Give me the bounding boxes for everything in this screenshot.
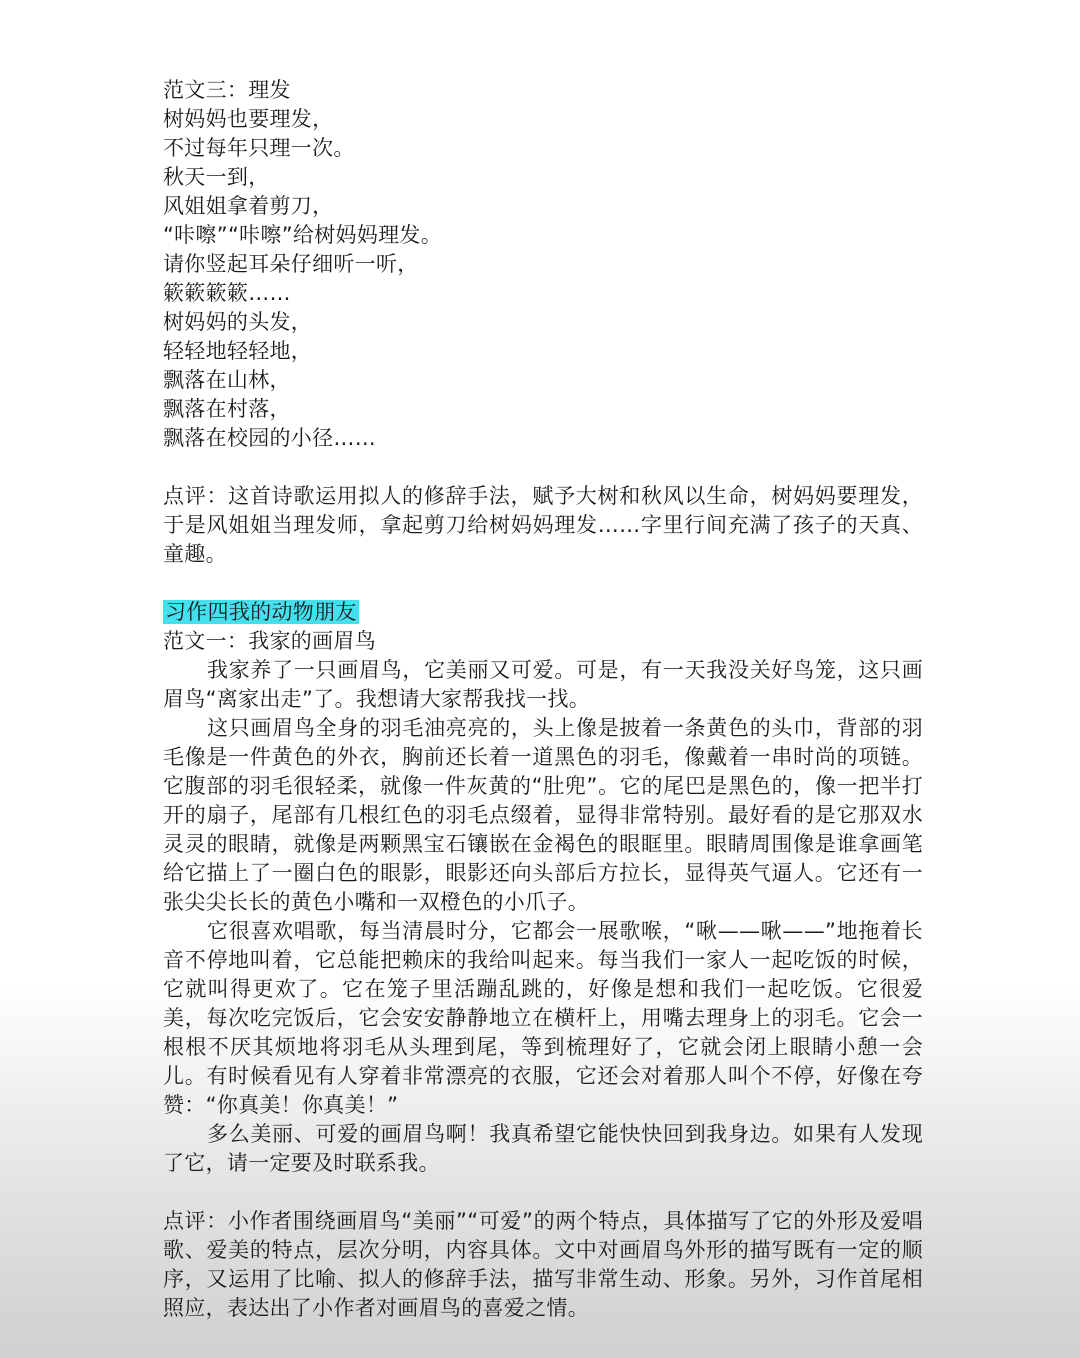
poem-review: 点评：这首诗歌运用拟人的修辞手法，赋予大树和秋风以生命，树妈妈要理发，于是风姐姐当理发师，拿起剪刀给树妈妈理发……字里行间充满了孩子的天真、童趣。 xyxy=(163,484,923,566)
poem-line: “咔嚓”“咔嚓”给树妈妈理发。 xyxy=(163,223,443,247)
poem-line: 飘落在村落， xyxy=(163,397,291,421)
poem-line: 飘落在校园的小径…… xyxy=(163,426,376,450)
poem-line: 树妈妈也要理发， xyxy=(163,107,334,131)
section-heading xyxy=(163,598,923,627)
essay-paragraph: 我家养了一只画眉鸟，它美丽又可爱。可是，有一天我没关好鸟笼，这只画眉鸟“离家出走”了。我想请大家帮我找一找。 xyxy=(163,658,923,711)
spacer xyxy=(163,1178,923,1207)
poem-line: 轻轻地轻轻地， xyxy=(163,339,313,363)
essay-paragraph: 这只画眉鸟全身的羽毛油亮亮的，头上像是披着一条黄色的头巾，背部的羽毛像是一件黄色的外衣，胸前还长着一道黑色的羽毛，像戴着一串时尚的项链。它腹部的羽毛很轻柔，就像一件灰黄的“肚兜”。它的尾巴是黑色的，像一把半打开的扇子，尾部有几根红色的羽毛点缀着，显得非常特别。最好看的是它那双水灵灵的眼睛，就像是两颗黑宝石镶嵌在金褐色的眼眶里。眼睛周围像是谁拿画笔给它描上了一圈白色的眼影，眼影还向头部后方拉长，显得英气逼人。它还有一张尖尖长长的黄色小嘴和一双橙色的小爪子。 xyxy=(163,716,923,914)
document-page xyxy=(163,76,923,1323)
essay-review: 点评：小作者围绕画眉鸟“美丽”“可爱”的两个特点，具体描写了它的外形及爱唱歌、爱美的特点，层次分明，内容具体。文中对画眉鸟外形的描写既有一定的顺序，又运用了比喻、拟人的修辞手法，描写非常生动、形象。另外，习作首尾相照应，表达出了小作者对画眉鸟的喜爱之情。 xyxy=(163,1209,923,1320)
poem-line: 秋天一到， xyxy=(163,165,270,189)
essay-paragraph: 多么美丽、可爱的画眉鸟啊！我真希望它能快快回到我身边。如果有人发现了它，请一定要及时联系我。 xyxy=(163,1122,923,1175)
poem-line: 飘落在山林， xyxy=(163,368,291,392)
essay-title: 范文一：我家的画眉鸟 xyxy=(163,629,376,653)
poem-title: 范文三：理发 xyxy=(163,78,291,102)
poem-line: 树妈妈的头发， xyxy=(163,310,313,334)
poem-line: 请你竖起耳朵仔细听一听， xyxy=(163,252,419,276)
poem-line: 簌簌簌簌…… xyxy=(163,281,291,305)
poem-line: 风姐姐拿着剪刀， xyxy=(163,194,334,218)
highlighted-heading: 习作四我的动物朋友 xyxy=(165,600,357,624)
spacer xyxy=(163,453,923,482)
spacer xyxy=(163,569,923,598)
poem-line: 不过每年只理一次。 xyxy=(163,136,355,160)
essay-paragraph: 它很喜欢唱歌，每当清晨时分，它都会一展歌喉，“啾——啾——”地拖着长音不停地叫着，它总能把赖床的我给叫起来。每当我们一家人一起吃饭的时候，它就叫得更欢了。它在笼子里活蹦乱跳的，好像是想和我们一起吃饭。它很爱美，每次吃完饭后，它会安安静静地立在横杆上，用嘴去理身上的羽毛。它会一根根不厌其烦地将羽毛从头理到尾，等到梳理好了，它就会闭上眼睛小憩一会儿。有时候看见有人穿着非常漂亮的衣服，它还会对着那人叫个不停，好像在夸赞：“你真美！你真美！” xyxy=(163,919,923,1117)
